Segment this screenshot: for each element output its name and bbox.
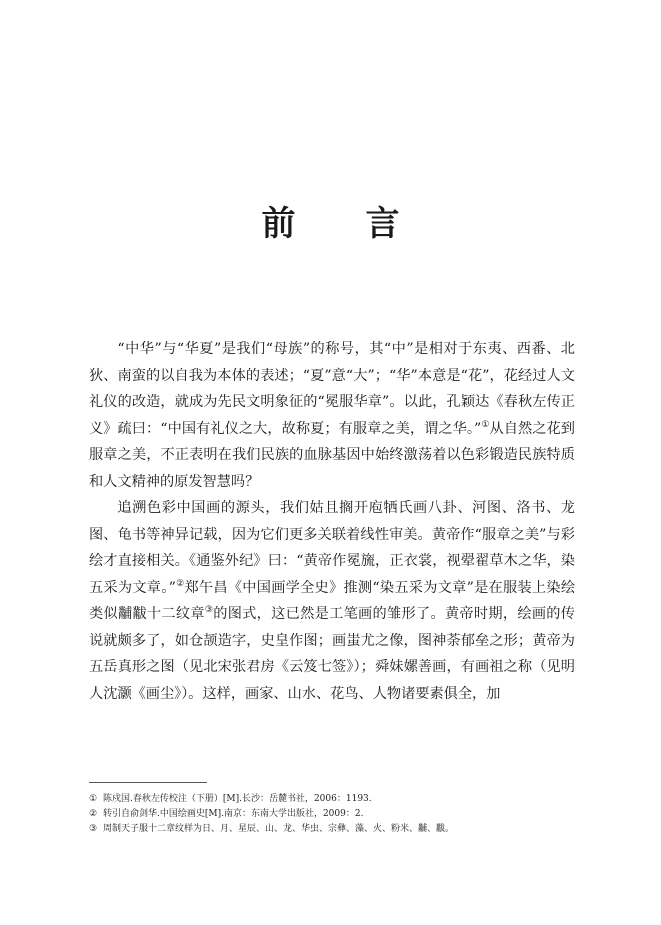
footnote-2-text: 转引自俞剑华.中国绘画史[M].南京：东南大学出版社，2009：2. <box>103 809 364 819</box>
paragraph-1 <box>89 336 575 495</box>
footnotes <box>89 792 589 837</box>
footnote-1-number: ① <box>89 794 98 804</box>
footnote-2-number: ② <box>89 809 98 819</box>
footnote-3-number: ③ <box>89 824 98 834</box>
paragraph-2-text-b: 郑午昌《中国画学全史》推测“染五采为文章”是在服装上染绘类似黼黻十二纹章 <box>89 579 576 622</box>
paragraph-2 <box>89 495 575 707</box>
footnote-3-text: 周制天子服十二章纹样为日、月、星辰、山、龙、华虫、宗彝、藻、火、粉米、黼、黻。 <box>103 824 455 834</box>
page-title <box>0 196 661 245</box>
paragraph-1-text-a: “中华”与“华夏”是我们“母族”的称号，其“中”是相对于东夷、西番、北狄、南蛮的以自我为本体的表述；“夏”意“大”；“华”本意是“花”，花经过人文礼仪的改造，就成为先民文明象征的“冕服华章”。以此，孔颖达《春秋左传正义》疏曰：“中国有礼仪之大，故称夏；有服章之美，谓之华。” <box>89 341 575 437</box>
title-char-2: 言 <box>365 204 400 244</box>
footnote-1 <box>89 792 589 807</box>
title-char-1: 前 <box>261 204 296 244</box>
paragraph-2-text-c: 的图式，这已然是工笔画的雏形了。黄帝时期，绘画的传说就颇多了，如仓颉造字，史皇作图；画蚩尤之像，图神荼郁垒之形；黄帝为五岳真形之图（见北宋张君房《云笈七签》）；舜妹嫘善画，有画祖之称（见明人沈灏《画尘》）。这样，画家、山水、花鸟、人物诸要素俱全，加 <box>89 606 575 702</box>
footnote-divider <box>89 782 207 783</box>
footnote-ref-3: ③ <box>204 605 214 615</box>
paragraph-2-text-a: 追溯色彩中国画的源头，我们姑且搁开庖牺氏画八卦、河图、洛书、龙图、龟书等神异记载，因为它们更多关联着线性审美。黄帝作“服章之美”与彩绘才直接相关。《通鉴外纪》曰：“黄帝作冕旒，正衣裳，视翚翟草木之华，染五采为文章。” <box>89 500 575 596</box>
footnote-1-text: 陈戍国.春秋左传校注（下册）[M].长沙：岳麓书社，2006：1193. <box>103 794 372 804</box>
footnote-ref-2: ② <box>175 578 185 589</box>
footnote-3 <box>89 822 589 837</box>
footnote-2 <box>89 807 589 822</box>
paragraph-1-text-b: 从自然之花到服章之美，不正表明在我们民族的血脉基因中始终激荡着以色彩锻造民族特质和人文精神的原发智慧吗？ <box>89 420 575 490</box>
footnote-ref-1: ① <box>481 419 490 430</box>
body-text <box>89 336 575 707</box>
